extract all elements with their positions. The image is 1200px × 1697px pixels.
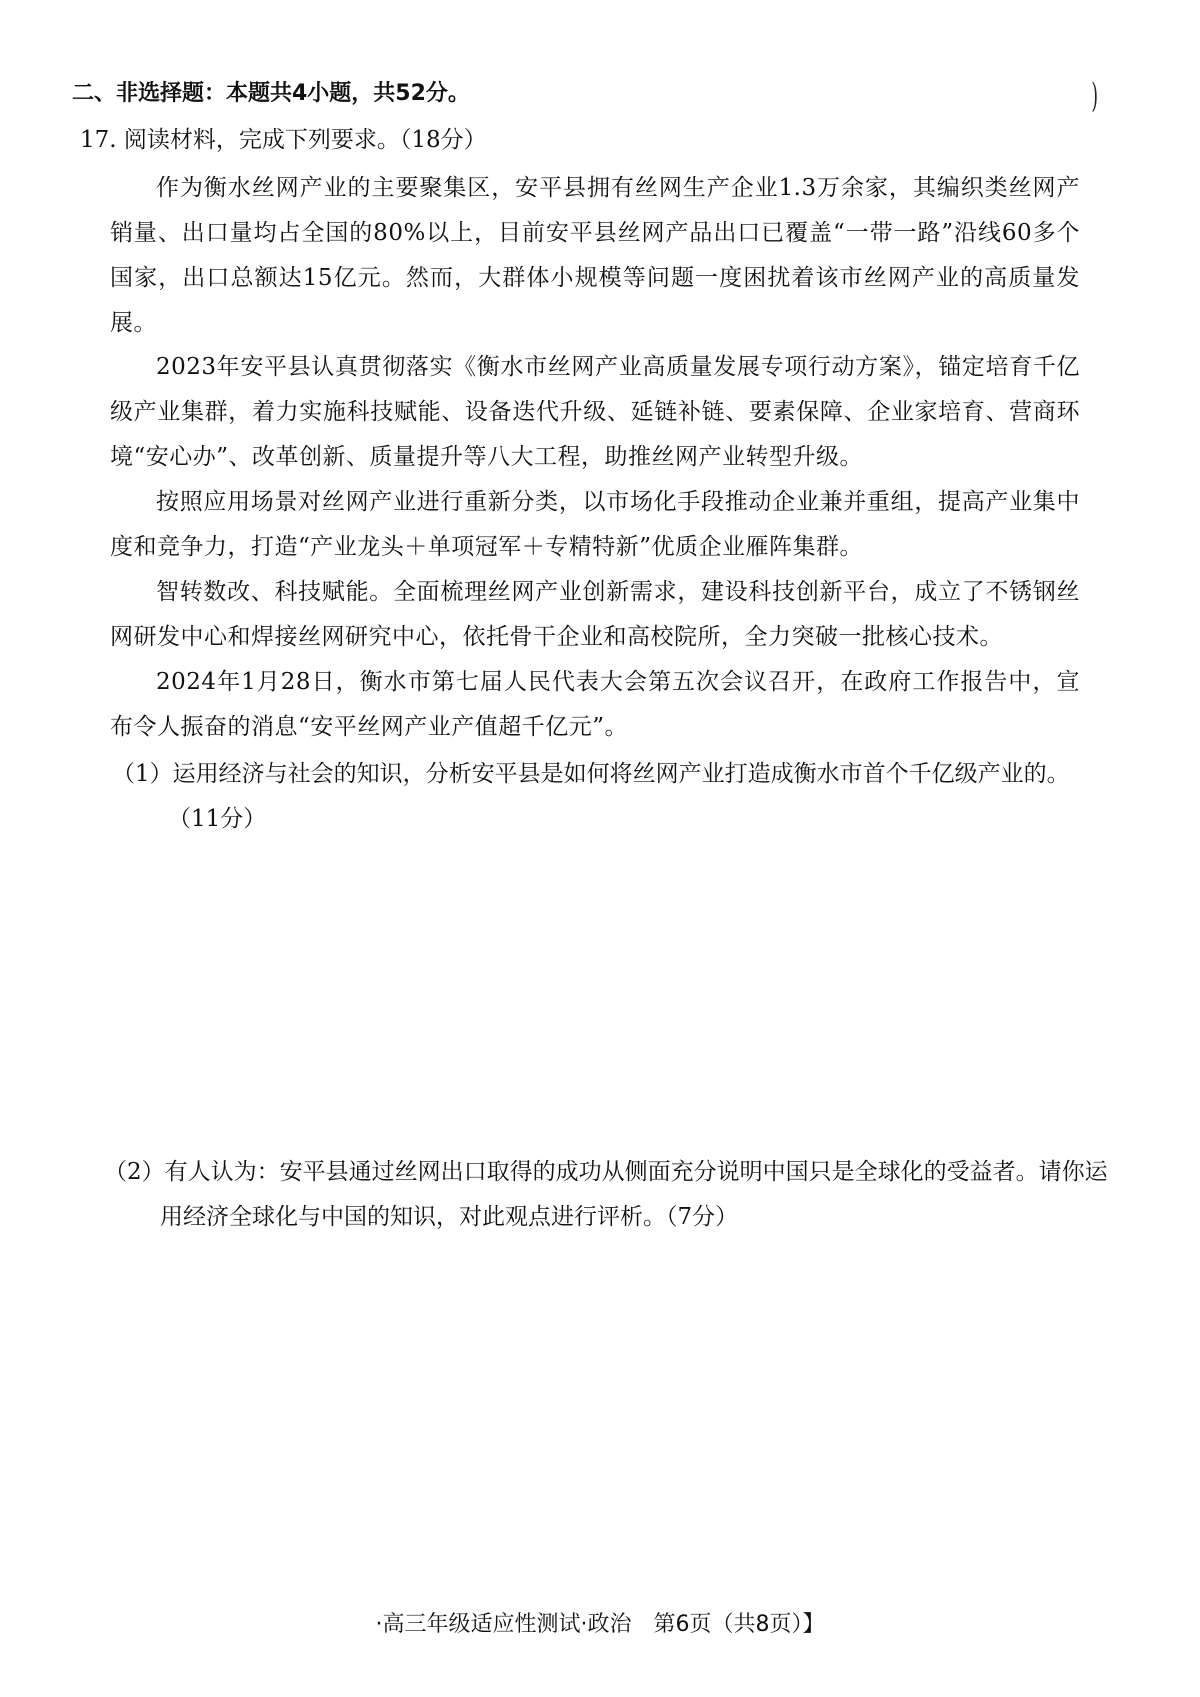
- material-paragraph-2: 2023年安平县认真贯彻落实《衡水市丝网产业高质量发展专项行动方案》，锚定培育千亿级产业集群，着力实施科技赋能、设备迭代升级、延链补链、要素保障、企业家培育、营商环境“安心办”、改革创新、质量提升等八大工程，助推丝网产业转型升级。: [110, 354, 1080, 470]
- sub-question-2: （2）有人认为：安平县通过丝网出口取得的成功从侧面充分说明中国只是全球化的受益者。请你运用经济全球化与中国的知识，对此观点进行评析。（7分）: [104, 1159, 1108, 1230]
- page-footer: ·高三年级适应性测试·政治 第6页（共8页）】: [375, 1612, 825, 1637]
- material-paragraph-5: 2024年1月28日，衡水市第七届人民代表大会第五次会议召开，在政府工作报告中，宣布令人振奋的消息“安平丝网产业产值超千亿元”。: [110, 669, 1080, 740]
- material-paragraph-3: 按照应用场景对丝网产业进行重新分类，以市场化手段推动企业兼并重组，提高产业集中度和竞争力，打造“产业龙头＋单项冠军＋专精特新”优质企业雁阵集群。: [110, 489, 1080, 560]
- sub-question-1: （1）运用经济与社会的知识，分析安平县是如何将丝网产业打造成衡水市首个千亿级产业的。（11分）: [112, 761, 1070, 832]
- question-title: 17. 阅读材料，完成下列要求。（18分）: [80, 127, 487, 153]
- margin-mark: ): [1091, 76, 1098, 116]
- material-paragraph-1: 作为衡水丝网产业的主要聚集区，安平县拥有丝网生产企业1.3万余家，其编织类丝网产销量、出口量均占全国的80%以上，目前安平县丝网产品出口已覆盖“一带一路”沿线60多个国家，出口总额达15亿元。然而，大群体小规模等问题一度困扰着该市丝网产业的高质量发展。: [110, 175, 1080, 336]
- material-paragraph-4: 智转数改、科技赋能。全面梳理丝网产业创新需求，建设科技创新平台，成立了不锈钢丝网研发中心和焊接丝网研究中心，依托骨干企业和高校院所，全力突破一批核心技术。: [110, 579, 1080, 650]
- section-heading: 二、非选择题：本题共4小题，共52分。: [72, 81, 470, 106]
